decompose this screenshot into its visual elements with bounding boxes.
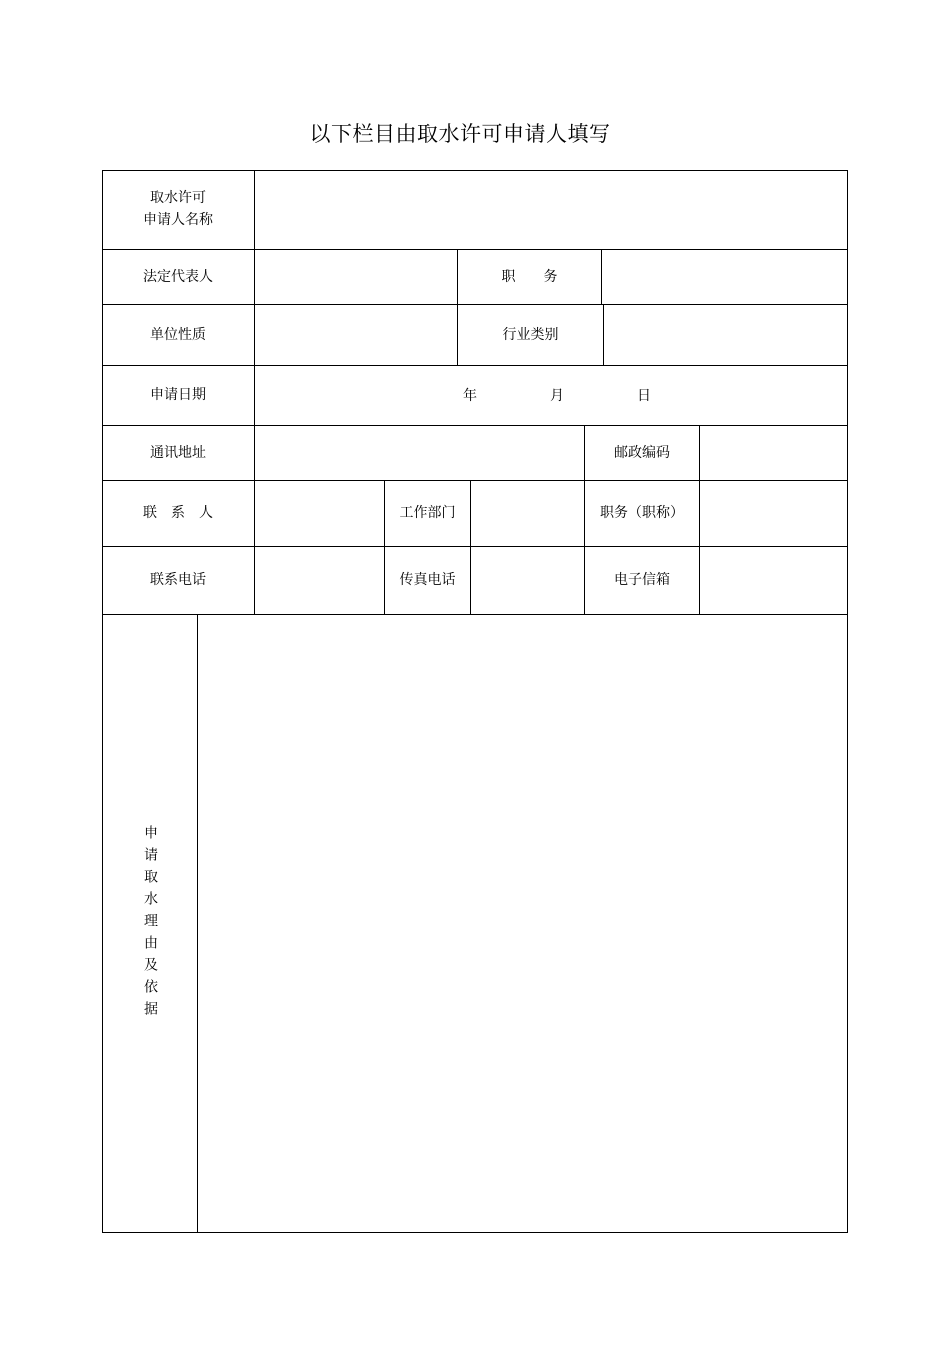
job-title-label: 职务（职称） [600,505,684,521]
apply-date-field[interactable] [256,367,846,424]
department-field[interactable] [472,482,583,545]
reason-field[interactable] [199,616,846,1232]
address-field[interactable] [256,427,583,479]
email-label: 电子信箱 [614,572,670,588]
date-month-unit: 月 [550,387,564,404]
unit-nature-field[interactable] [256,306,456,364]
applicant-name-label-line2: 申请人名称 [143,212,213,228]
reason-label: 申请取水理由及依据 [142,824,158,1023]
phone-field[interactable] [256,548,383,613]
industry-field[interactable] [605,306,846,364]
fax-label: 传真电话 [399,572,456,588]
phone-label: 联系电话 [150,572,206,588]
applicant-name-label-line1: 取水许可 [150,190,206,206]
date-year-unit: 年 [463,387,477,404]
address-label: 通讯地址 [150,444,206,461]
department-label: 工作部门 [399,505,456,521]
job-title-field[interactable] [701,482,846,545]
position-field[interactable] [603,251,846,304]
industry-label: 行业类别 [502,326,559,343]
unit-nature-label: 单位性质 [150,326,206,343]
legal-rep-field[interactable] [256,251,456,304]
applicant-name-field[interactable] [256,172,846,248]
reason-label-cell [102,614,198,1233]
applicant-name-label [102,183,254,235]
postcode-field[interactable] [701,427,846,479]
date-day-unit: 日 [637,387,651,404]
contact-field[interactable] [256,482,383,545]
email-field[interactable] [701,548,846,613]
position-label: 职 务 [501,269,558,285]
legal-rep-label: 法定代表人 [143,269,213,285]
apply-date-label: 申请日期 [150,387,206,403]
postcode-label: 邮政编码 [614,444,670,461]
fax-field[interactable] [472,548,583,613]
contact-label: 联 系 人 [143,505,213,521]
page-title: 以下栏目由取水许可申请人填写 [309,122,611,146]
